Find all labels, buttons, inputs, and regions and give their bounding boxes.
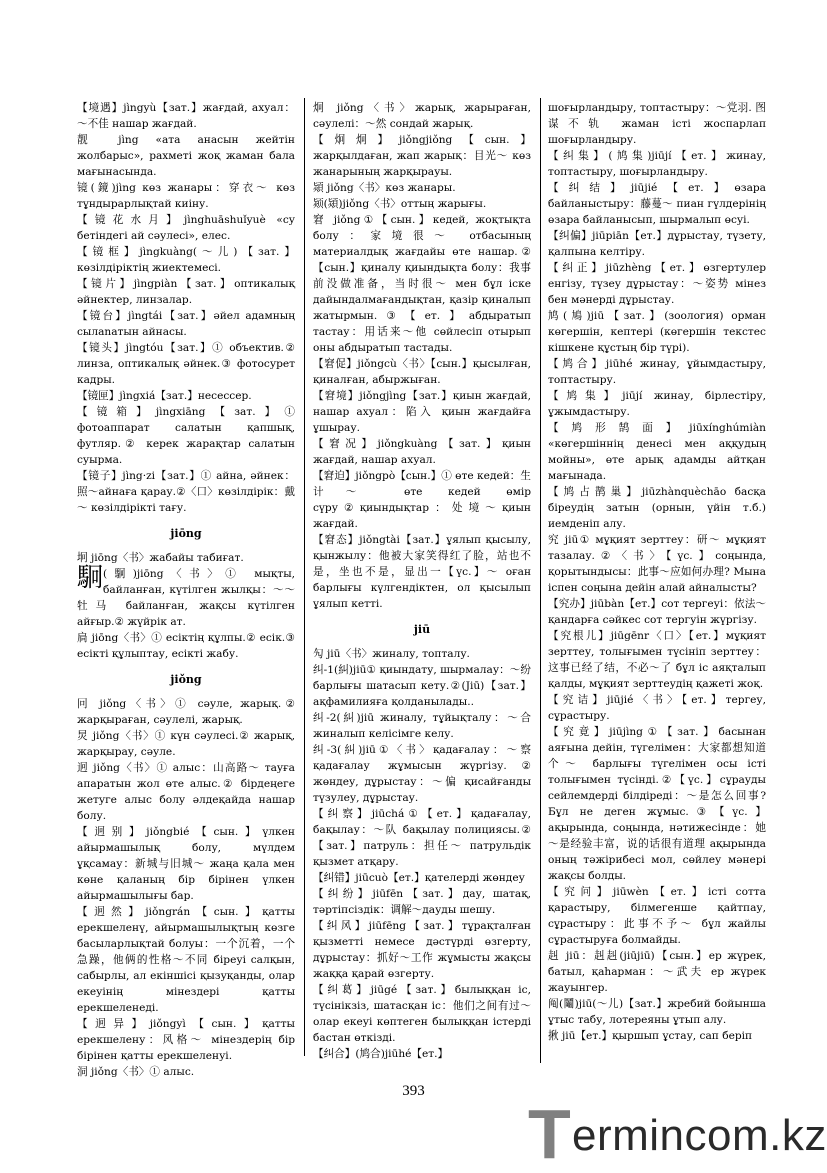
termincom-watermark-logo <box>528 1095 827 1173</box>
dictionary-entry: 【究诘】jiūjié〈书〉【ет.】тергеу, сұрастыру. <box>548 694 766 722</box>
dictionary-entry: 【镜箱】jìngxiāng【зат.】① фотоаппарат салатын қапшық, футляр.② керек жарақтар салатын суырма. <box>77 406 295 466</box>
dictionary-entry: 鸠(鳩)jiū【зат.】(зоология) орман көгершін, кептері (көгершін текстес кішкене құстың бір түрі). <box>548 310 766 354</box>
dictionary-entry: 【镜框】jìngkuàng(～儿)【зат.】көзілдіріктің жиектемесі. <box>77 246 295 274</box>
dictionary-entry: 【窘境】jiǒngjìng【зат.】қиын жағдай, нашар ахуал：陷入 қиын жағдайға ұшырау. <box>313 390 531 434</box>
logo-wordmark: ermincom.kz <box>572 1111 827 1160</box>
dictionary-entry: 【鸠合】jiūhé жинау, ұйымдастыру, топтастыру. <box>548 358 766 386</box>
dictionary-entry: 【镜片】jìngpiàn【зат.】оптикалық әйнектер, линзалар. <box>77 278 295 306</box>
dictionary-entry: 赳 jiū：赳赳(jiūjiū)【сын.】ер жүрек, батыл, қаһарман：～武夫 ер жүрек жауынгер. <box>548 950 766 994</box>
section-heading: jiōng <box>170 527 202 540</box>
dictionary-entry: 炅 jiǒng〈书〉① күн сәулесі.② жарық, жарқырау, сәуле. <box>77 730 295 758</box>
dictionary-entry: 【究办】jiūbàn【ет.】сот тергеуі：依法～ қандарға сәйкес сот тергуін жүргізу. <box>548 598 766 626</box>
dictionary-entry: 【纠纷】jiūfēn【зат.】дау, шатақ, тәртіпсіздік：调解～дауды шешу. <box>313 888 531 916</box>
dictionary-entry: 纠-1(糾)jiū① қиындату, шырмалау：～纷 барлығы шатасып кету.②(Jiū)【зат.】ақфамилияға қолданылады.. <box>313 664 531 708</box>
dictionary-entry: 【镜台】jìngtái【зат.】әйел адамның сылаnатын айнасы. <box>77 310 295 338</box>
dictionary-entry: 【鸠集】jiūjí жинау, бірлестіру, ұжымдастыру. <box>548 390 766 418</box>
dictionary-entry: 【纠合】(鸠合)jiūhé【ет.】 <box>313 1048 449 1060</box>
section-heading: jiǒng <box>170 673 202 686</box>
large-character-glyph: 駉 <box>77 563 104 593</box>
dictionary-entry: 【究竟】jiūjìng①【зат.】басынан аяғына дейін, түгелімен：大家都想知道个～ барлығы түгелімен осы істі толығымен түсінді.②【үс.】сұрауды сейлемдерді білдіреді：～是怎么回事? Бұл не деген жұмыс.③【үс.】ақырында, соңында, нәтижесінде：她～是经验丰富，说的话很有道理 ақырында оның тәжірибесі мол, сөйлеу мәнері жақсы болды. <box>548 726 766 882</box>
dictionary-entry: 【究问】jiūwèn【ет.】істі сотта қарастыру, білмегенше қайтпау, сұрастыру：此事不予～ бұл жайлы сұрастыруға болмайды. <box>548 886 766 946</box>
dictionary-entry: 洞 jiǒng〈书〉① алыс. <box>77 1066 195 1078</box>
dictionary-column-middle <box>313 100 531 1062</box>
dictionary-entry: 【纠偏】jiūpiān【ет.】дұрыстау, түзету, қалпына келтіру. <box>548 230 766 258</box>
dictionary-entry: 坰 jiōng〈书〉жабайы табиғат. <box>77 552 244 564</box>
dictionary-entry: 靓 jìng «ата анасын жейтін жолбарыс», рахметі жоқ жаман бала мағынасында. <box>77 134 295 178</box>
dictionary-entry: шоғырландыру, топтастыру：～党羽. 图谋不轨 жаман істі жоспарлап шоғырландыру. <box>548 102 766 146</box>
dictionary-entry: 【鸠占鹊巢】jiūzhànquèchāo басқа біреудің затын (орнын, үйін т.б.) иемденіп алу. <box>548 486 766 530</box>
dictionary-entry: 【纠葛】jiūgé【зат.】былыққан іс, түсінікзіз, шатасқан іс：他们之间有过～ олар екеуі көптеген былыққан істерді бастан өткізді. <box>313 984 531 1044</box>
dictionary-entry: 【迥然】jiǒngrán【сын.】қатты ерекшеленү, айырмашылықтың көзге басыларлықтай болуы：一个沉着，一个急躁，他俩的性格～不同 біреуі салқын, сабырлы, ал екіншісі қызуқанды, олар екеуінің мінездері қатты ерекшеленеді. <box>77 906 295 1014</box>
dictionary-entry: 【迥别】jiǒngbié【сын.】үлкен айырмашылық болу, мүлдем ұқсамау：新城与旧城～ жаңа қала мен көне қаланың бір бірінен үлкен айырмашылығы бар. <box>77 826 295 902</box>
column-divider <box>304 98 305 1056</box>
dictionary-entry: 【纠结】jiūjié【ет.】өзара байланыстыру：藤蔓～ пиан гүлдерінің өзара байланысып, шырмалып өсуі. <box>548 182 766 226</box>
dictionary-entry: 勼 jiū〈书〉жиналу, топталу. <box>313 648 470 660</box>
dictionary-entry: 【镜花水月】jìnghuāshuǐyuè «су бетіндегі ай сәулесі», елес. <box>77 214 295 242</box>
section-heading: jiū <box>413 623 431 636</box>
dictionary-entry: 窘 jiǒng①【сын.】кедей, жоқтықта болу：家境很～ отбасының материалдық жағдайы өте нашар.②【сын.】қиналу қиындықта болу：我事前没做准备，当时很～ мен бұл іске дайындалмағандықтан, қазір қиналып жатырмын.③【ет.】абдыратып тастау：用话来～他 сөйлесіп отырып оны абдыратып тастады. <box>313 214 531 354</box>
dictionary-entry: 【纠察】jiūchá①【ет.】қадағалау, бақылау：～队 бақылау полициясы.②【зат.】патруль：担任～ патрульдік қызмет атқару. <box>313 808 531 868</box>
dictionary-entry: 熲 jiǒng〈书〉көз жанары. <box>313 182 456 194</box>
dictionary-entry: 揪 jiū【ет.】қыршып ұстау, сап беріп <box>548 1030 753 1042</box>
dictionary-entry: 扃 jiōng〈书〉① есіктің құлпы.② есік.③ есікті құлыптау, есікті жабу. <box>77 632 295 660</box>
dictionary-entry: 【纠风】jiūfēng【зат.】тұрақталған қызметті немесе дәстүрді өзгерту, дұрыстау：抓好～工作 жұмысты жақсы жаққа қарай өзгерту. <box>313 920 531 980</box>
dictionary-entry: 【镜匣】jìngxiá【зат.】несессер. <box>77 390 252 402</box>
dictionary-entry: 【纠正】jiūzhèng【ет.】өзгертулер енгізу, түзеу дұрыстау：～姿势 мінез бен мәнерді дұрыстау. <box>548 262 766 306</box>
dictionary-entry: 【境遇】jìngyù【зат.】жағдай, ахуал：～不佳 нашар жағдай. <box>77 102 295 130</box>
dictionary-entry: 【鸠形鹄面】jiūxínghúmiàn «көгершіннің денесі мен аққудың мойны», өте арық адамды айтқан мағынада. <box>548 422 766 482</box>
dictionary-entry: 【纠集】(鸠集)jiūjí【ет.】жинау, топтастыру, шоғырландыру. <box>548 150 766 178</box>
dictionary-entry: (駉)jiōng〈书〉① мықты, байланған, күтілген жылқы：～～牡马 байланған, жақсы күтілген айғыр.② жүйрік ат. <box>77 568 295 628</box>
dictionary-entry: 【窘况】jiǒngkuàng【зат.】қиын жағдай, нашар ахуал. <box>313 438 531 466</box>
dictionary-entry: 冋 jiǒng〈书〉① сәуле, жарық.② жарқыраған, сәулелі, жарық. <box>77 698 295 726</box>
dictionary-entry: 【纠错】jiūcuò【ет.】қателерді жөндеу <box>313 872 525 884</box>
dictionary-entry: 【窘态】jiǒngtài【зат.】ұялып қысылу, қынжылу：他被大家笑得红了脸，站也不是，坐也不是，显出一【үс.】～ оған барлығы күлгендіктен, ол қысылып ұялып кетті. <box>313 534 531 610</box>
dictionary-entry: 炯 jiǒng〈书〉жарық, жарыраған, сәулелі：～然 сондай жарық. <box>313 102 531 130</box>
dictionary-entry: 纠-3(糾)jiū①〈书〉қадағалау：～察 қадағалау жұмысын жүргізу.② жөндеу, дұрыстау：～偏 қисайғанды түзулеу, дұрыстау. <box>313 744 531 804</box>
dictionary-entry: 【窘迫】jiǒngpò【сын.】① өте кедей：生计～ өте кедей өмір сүру②қиындықтар：处境～қиын жағдай. <box>313 470 531 530</box>
dictionary-entry: 究 jiū① мұқият зерттеу：研～ мұқият тазалау.②〈书〉【үс.】соңында, қорытындысы：此事～应如何办理? Мына іспен соңына дейін алай айналысты? <box>548 534 766 594</box>
dictionary-column-right <box>548 100 766 1044</box>
dictionary-entry: 镜(鏡)jìng көз жанары：穿衣～ көз тұндырарлықтай киіну. <box>77 182 295 210</box>
dictionary-entry: 迥 jiǒng〈书〉① алыс：山高路～ тауға апаратын жол өте алыс.② бірдеңеге жетуге алыс болу әлдеқайда нашар болу. <box>77 762 295 822</box>
dictionary-entry: 【窘促】jiǒngcù〈书〉【сын.】қысылған, қиналған, абыржыған. <box>313 358 531 386</box>
dictionary-entry: 阄(鬮)jiū(～儿)【зат.】жребий бойынша ұтыс табу, лотереяны ұтып алу. <box>548 998 766 1026</box>
dictionary-entry: 【炯炯】jiǒngjiǒng【сын.】жарқылдаған, жап жарық：目光～ көз жанарының жарқырауы. <box>313 134 531 178</box>
dictionary-entry: 纠-2(糾)jiū жиналу, тұйықталу：～合 жиналып келісімге келу. <box>313 712 531 740</box>
dictionary-entry: 颎(熲)jiǒng〈书〉оттың жарығы. <box>313 198 487 210</box>
dictionary-column-left <box>77 100 295 1080</box>
dictionary-entry: 【镜子】jìng·zi【зат.】① айна, әйнек：照～айнаға қарау.②〈口〉көзілдірік：戴～ көзілдірікті тағу. <box>77 470 295 514</box>
logo-t-glyph: T <box>528 1095 571 1173</box>
dictionary-entry: 【镜头】jìngtóu【зат.】① объектив.② линза, оптикалық әйнек.③ фотосурет кадры. <box>77 342 295 386</box>
page-number: 393 <box>402 1083 425 1099</box>
dictionary-entry: 【究根儿】jiūgēnr〈口〉【ет.】мұқият зерттеу, толығымен түсініп зерттеу：这事已经了结，不必～了 бұл іс аяқталып қалды, мұқият зерттеудің қажеті жоқ. <box>548 630 766 690</box>
column-divider <box>540 98 541 1063</box>
dictionary-entry: 【迥异】jiǒngyì【сын.】қатты ерекшелену：风格～ мінездерің бір бірінен қатты ерекшеленуі. <box>77 1018 295 1062</box>
